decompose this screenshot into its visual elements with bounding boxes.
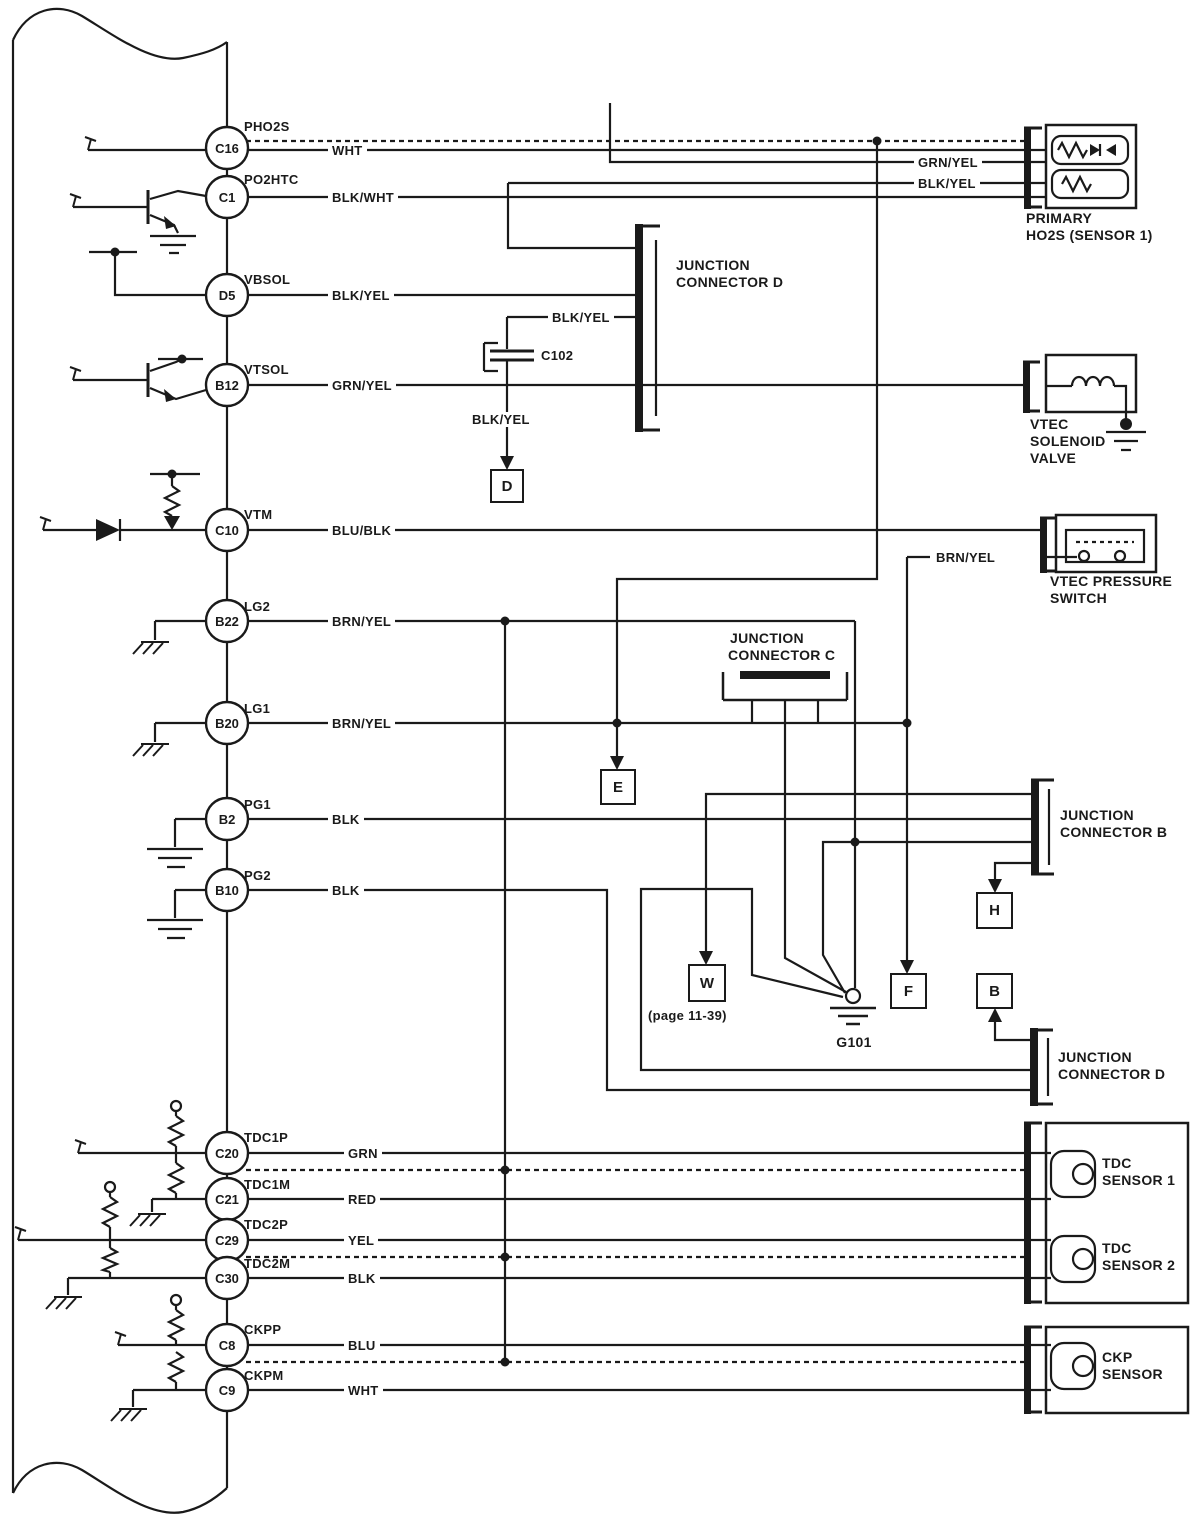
wire-color-label: BLU/BLK	[328, 523, 395, 538]
signal-label: TDC2P	[244, 1217, 289, 1232]
ground-id-label: G101	[836, 1034, 872, 1050]
component-label: CONNECTOR D	[1058, 1066, 1166, 1082]
wire-color-label: WHT	[344, 1383, 383, 1398]
pin-id: C30	[215, 1271, 239, 1286]
pin-id: B12	[215, 378, 239, 393]
ref-box-h: H	[989, 902, 1000, 919]
signal-label: LG1	[244, 701, 271, 716]
wire-color-label: YEL	[344, 1233, 378, 1248]
junction-connector-d-top	[507, 224, 660, 432]
pin-id: C21	[215, 1192, 239, 1207]
capacitor-label: C102	[541, 348, 574, 363]
wire-color-label: BLK/YEL	[548, 310, 614, 325]
wire-color-label: GRN	[344, 1146, 382, 1161]
component-label: CONNECTOR D	[676, 274, 784, 290]
capacitor-c102	[484, 317, 534, 470]
g101-ground	[830, 989, 876, 1024]
pin-id: C10	[215, 523, 239, 538]
wire-color-label: BLK/YEL	[914, 176, 980, 191]
component-label: TDC	[1102, 1240, 1132, 1256]
component-label: JUNCTION	[1058, 1049, 1132, 1065]
pin-id: C16	[215, 141, 239, 156]
pin-id: C9	[218, 1383, 236, 1398]
signal-label: VTSOL	[244, 362, 289, 377]
torn-page-edge	[13, 9, 227, 1513]
pin-id: C29	[215, 1233, 239, 1248]
signal-label: CKPP	[244, 1322, 282, 1337]
signal-label: TDC1P	[244, 1130, 289, 1145]
component-label: VTEC PRESSURE	[1050, 573, 1173, 589]
ref-box-b: B	[989, 983, 1000, 1000]
component-label: JUNCTION	[1060, 807, 1134, 823]
component-label: CKP	[1102, 1349, 1133, 1365]
signal-label: TDC2M	[244, 1256, 291, 1271]
continuation-hooks	[15, 137, 126, 1345]
signal-label: LG2	[244, 599, 271, 614]
signal-label: VTM	[244, 507, 273, 522]
wire-color-label: BLK	[328, 883, 364, 898]
wire-color-label: BLK	[344, 1271, 380, 1286]
wire-color-label: WHT	[328, 143, 367, 158]
vtm-internals	[43, 470, 206, 542]
component-label: SENSOR 1	[1102, 1172, 1176, 1188]
pin-id: C20	[215, 1146, 239, 1161]
signal-label: CKPM	[244, 1368, 284, 1383]
lg1-wires	[155, 719, 912, 771]
wire-color-label: BRN/YEL	[328, 716, 395, 731]
wire-color-label: RED	[344, 1192, 380, 1207]
ref-box-w: W	[699, 975, 715, 992]
ref-box-f: F	[903, 983, 914, 1000]
ref-box-e: E	[612, 779, 623, 796]
signal-label: PG2	[244, 868, 271, 883]
junction-connector-c	[723, 671, 847, 992]
component-label: SENSOR 2	[1102, 1257, 1176, 1273]
wire-color-label: BLK/YEL	[468, 412, 534, 427]
wire-color-label: BRN/YEL	[932, 550, 999, 565]
f-arrow	[900, 960, 914, 974]
pin-id: C1	[218, 190, 236, 205]
component-label: CONNECTOR C	[728, 647, 836, 663]
component-label: TDC	[1102, 1155, 1132, 1171]
wire-color-label: BLK/WHT	[328, 190, 398, 205]
wire-color-label: BLK	[328, 812, 364, 827]
signal-label: PO2HTC	[244, 172, 299, 187]
shield-junction-dot	[873, 137, 882, 146]
component-label: SENSOR	[1102, 1366, 1163, 1382]
component-label: CONNECTOR B	[1060, 824, 1168, 840]
wire-color-label: GRN/YEL	[328, 378, 396, 393]
pin-id: D5	[218, 288, 236, 303]
transistor-po2htc	[73, 190, 206, 253]
transistor-vtsol	[73, 355, 206, 403]
page-reference: (page 11-39)	[648, 1008, 727, 1023]
tdc-sensors	[1024, 1122, 1188, 1304]
signal-label: PHO2S	[244, 119, 290, 134]
component-label: SOLENOID	[1030, 433, 1106, 449]
pullup-networks	[103, 1101, 183, 1390]
component-label: JUNCTION	[676, 257, 750, 273]
signal-label: TDC1M	[244, 1177, 291, 1192]
pin-id: B20	[215, 716, 239, 731]
hatch-grounds	[46, 642, 169, 1421]
signal-label: VBSOL	[244, 272, 291, 287]
pin-id: B22	[215, 614, 239, 629]
signal-label: PG1	[244, 797, 271, 812]
pin-id: C8	[218, 1338, 236, 1353]
component-label: VTEC	[1030, 416, 1069, 432]
ref-box-d: D	[501, 478, 513, 495]
pin-id: B10	[215, 883, 239, 898]
component-label: VALVE	[1030, 450, 1077, 466]
component-label: PRIMARY	[1026, 210, 1093, 226]
wire-color-label: BLU	[344, 1338, 380, 1353]
pin-id: B2	[218, 812, 236, 827]
wire-color-label: GRN/YEL	[914, 155, 982, 170]
component-label: JUNCTION	[730, 630, 804, 646]
wire-color-label: BRN/YEL	[328, 614, 395, 629]
wire-color-label: BLK/YEL	[328, 288, 394, 303]
component-label: HO2S (SENSOR 1)	[1026, 227, 1153, 243]
component-label: SWITCH	[1050, 590, 1108, 606]
